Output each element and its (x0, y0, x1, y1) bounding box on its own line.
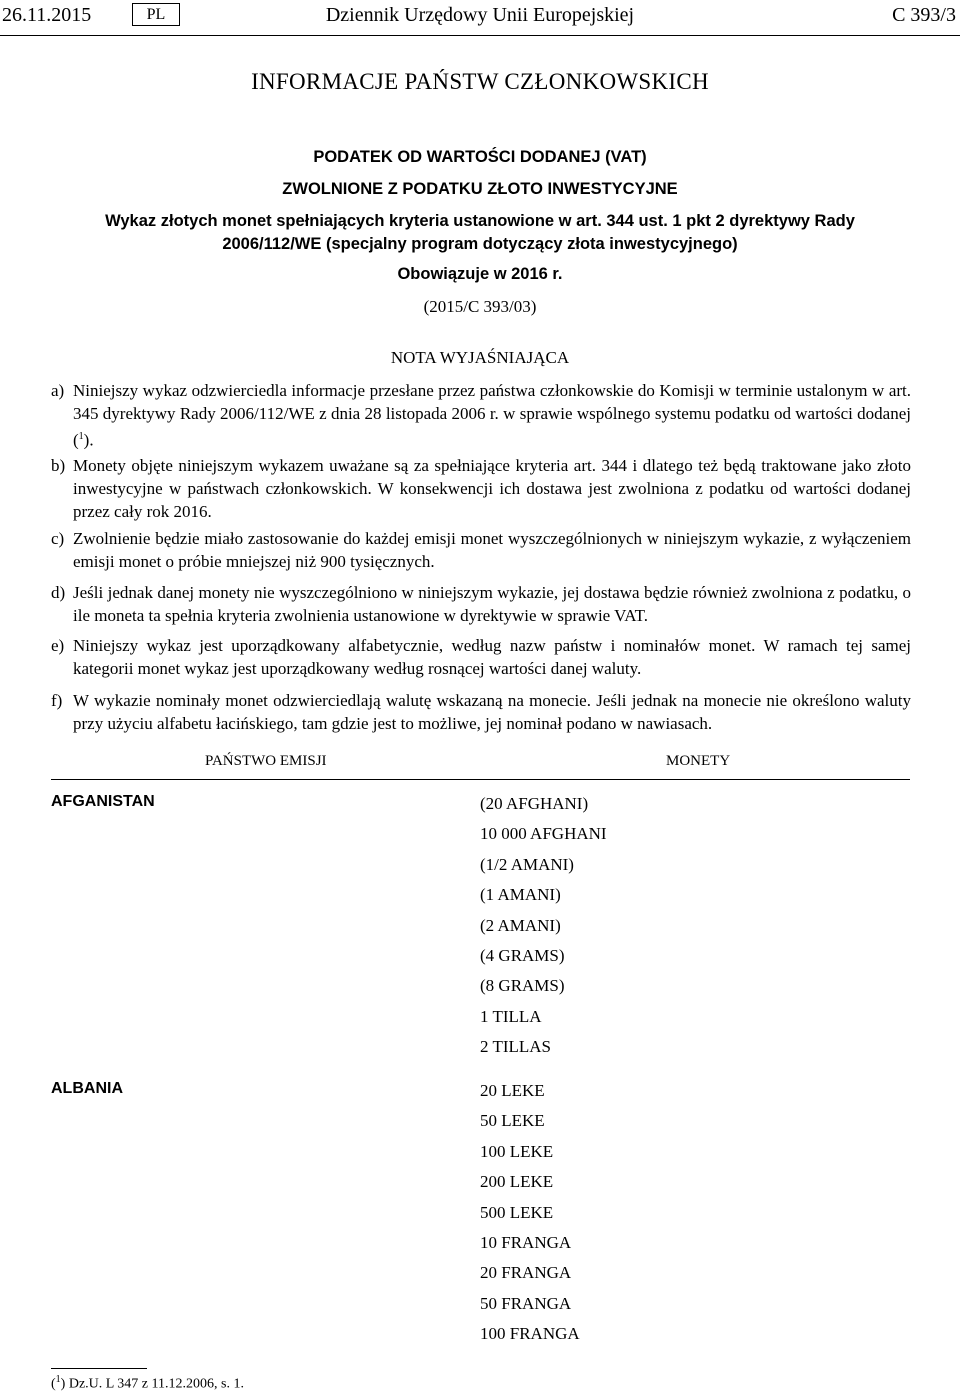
footnote-mark: 1 (55, 1374, 61, 1385)
footnote-reference[interactable]: 1 (78, 431, 84, 442)
document-reference: (2015/C 393/03) (423, 297, 537, 316)
paragraph-text-end: ). (83, 430, 94, 450)
paragraph-label: f) (51, 691, 63, 710)
column-header-coins: MONETY (666, 753, 731, 769)
coin-item: 100 LEKE (480, 1141, 554, 1161)
paragraph-c (51, 527, 911, 573)
coin-item: 100 FRANGA (480, 1324, 580, 1344)
document-title-line-4: 2006/112/WE (specjalny program dotyczący złota inwestycyjnego) (222, 235, 738, 253)
coin-item: 10 000 AFGHANI (480, 824, 607, 844)
coin-item: (20 AFGHANI) (480, 794, 589, 813)
paragraph-text: W wykazie nominały monet odzwierciedlają walutę wskazaną na monecie. Jeśli jednak na monecie nie określono waluty przy użyciu alfabetu łacińskiego, tam gdzie jest to możliwe, jej nominał podano w nawiasach. (73, 691, 911, 733)
coin-item: 200 LEKE (480, 1172, 554, 1192)
coin-item: 50 LEKE (480, 1111, 545, 1131)
footnote-divider (51, 1368, 147, 1369)
paragraph-e (51, 634, 911, 680)
coin-item: 1 TILLA (480, 1006, 542, 1026)
paragraph-label: a) (51, 381, 65, 400)
table-divider (51, 779, 910, 780)
paragraph-text (73, 379, 911, 452)
paragraph-label: d) (51, 583, 66, 602)
coin-item: (2 AMANI) (480, 915, 561, 935)
footnote-close: ) (60, 1376, 66, 1392)
country-name: AFGANISTAN (51, 793, 155, 810)
coin-item: 10 FRANGA (480, 1232, 572, 1252)
coin-item: 20 FRANGA (480, 1263, 572, 1283)
publication-date: 26.11.2015 (2, 4, 92, 26)
paragraph-label: c) (51, 529, 65, 548)
paragraph-text-body: Niniejszy wykaz odzwierciedla informacje przesłane przez państwa członkowskie do Komisji w terminie ustalonym w art. 345 dyrektywy Rady 2006/112/WE z dnia 28 listopada 2006 r. w sprawie wspólnego systemu podatku od wartości dodanej ( (73, 381, 911, 450)
footnote-open: ( (51, 1376, 56, 1392)
coin-item: 500 LEKE (480, 1202, 554, 1222)
explanatory-note-title: NOTA WYJAŚNIAJĄCA (390, 348, 570, 367)
coin-item: (4 GRAMS) (480, 945, 565, 965)
coin-list (480, 1079, 580, 1353)
paragraph-text: Zwolnienie będzie miało zastosowanie do każdej emisji monet wyszczególnionych w niniejszym wykazie, z wyłączeniem emisji monet o próbie mniejszej niż 900 tysięcznych. (73, 529, 911, 571)
coin-item: 2 TILLAS (480, 1037, 551, 1057)
page-header (0, 0, 960, 36)
column-header-country: PAŃSTWO EMISJI (205, 753, 327, 769)
section-title: INFORMACJE PAŃSTW CZŁONKOWSKICH (251, 69, 709, 94)
paragraph-text: Niniejszy wykaz jest uporządkowany alfabetycznie, według nazw państw i nominałów monet. W ramach tej samej kategorii monet wykaz jest uporządkowany według rosnącej wartości danej waluty. (73, 636, 911, 678)
paragraph-d (51, 581, 911, 627)
paragraph-a (51, 379, 911, 452)
footnote (51, 1374, 244, 1393)
coin-item: (8 GRAMS) (480, 976, 565, 996)
validity-note: Obowiązuje w 2016 r. (397, 265, 563, 283)
country-name: ALBANIA (51, 1080, 123, 1097)
paragraph-f (51, 689, 911, 735)
document-title-line-2: ZWOLNIONE Z PODATKU ZŁOTO INWESTYCYJNE (282, 180, 678, 198)
page-number: C 393/3 (892, 4, 956, 26)
paragraph-label: b) (51, 456, 66, 475)
document-title-line-1: PODATEK OD WARTOŚCI DODANEJ (VAT) (313, 148, 647, 166)
coin-item: (1/2 AMANI) (480, 854, 574, 874)
coin-item: 20 LEKE (480, 1081, 545, 1100)
language-badge: PL (132, 3, 180, 26)
document-title-line-3: Wykaz złotych monet spełniających kryteria ustanowione w art. 344 ust. 1 pkt 2 dyrektywy Rady (105, 212, 855, 230)
coin-list (480, 792, 607, 1066)
journal-title: Dziennik Urzędowy Unii Europejskiej (325, 4, 635, 26)
paragraph-b (51, 454, 911, 523)
paragraph-text: Monety objęte niniejszym wykazem uważane są za spełniające kryteria art. 344 i dlatego też będą traktowane jako złoto inwestycyjne w państwach członkowskich. W konsekwencji ich dostawa jest zwolniona z podatku od wartości dodanej przez cały rok 2016. (73, 456, 911, 521)
header-divider (0, 35, 960, 36)
paragraph-text: Jeśli jednak danej monety nie wyszczególniono w niniejszym wykazie, jej dostawa będzie również zwolniona z podatku, o ile moneta ta spełnia kryteria zwolnienia ustanowione w dyrektywie w sprawie VAT. (73, 583, 911, 625)
coin-item: (1 AMANI) (480, 885, 561, 905)
footnote-text: Dz.U. L 347 z 11.12.2006, s. 1. (65, 1376, 244, 1392)
paragraph-label: e) (51, 636, 65, 655)
coin-item: 50 FRANGA (480, 1293, 572, 1313)
